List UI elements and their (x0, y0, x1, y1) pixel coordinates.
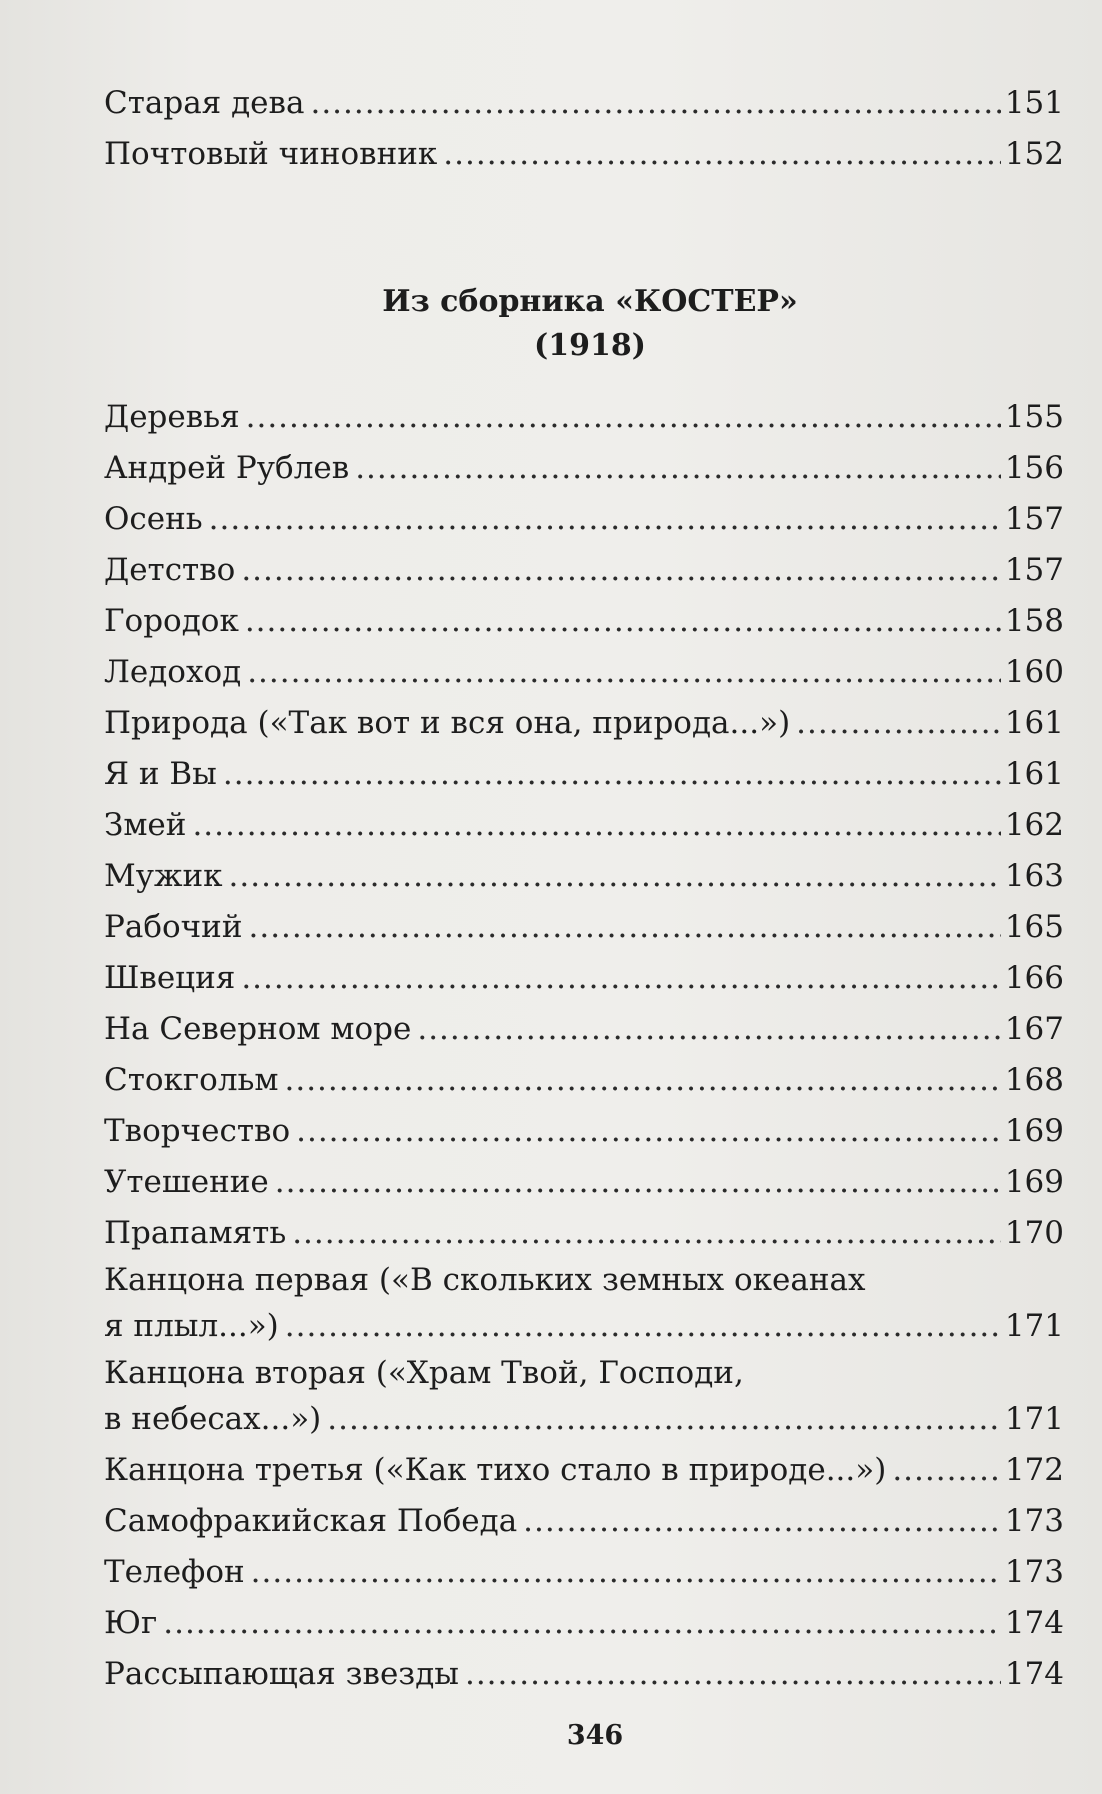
toc-entry-two-line (104, 1352, 1064, 1445)
entry-page-number: 161 (1004, 756, 1064, 792)
dot-leader (229, 851, 1001, 902)
dot-leader (275, 1157, 1001, 1208)
dot-leader (246, 392, 1001, 443)
dot-leader (310, 78, 1000, 129)
dot-leader (892, 1445, 1001, 1496)
entry-page-number: 161 (1004, 705, 1064, 741)
entry-title: Юг (104, 1605, 158, 1641)
dot-leader (292, 1208, 1001, 1259)
dot-leader (443, 129, 1001, 180)
toc-entry (104, 1445, 1064, 1496)
toc-entry (104, 1649, 1064, 1700)
entry-title-line2: я плыл...») (104, 1308, 279, 1344)
entry-page-number: 158 (1004, 603, 1064, 639)
entry-title-line1: Канцона первая («В скольких земных океанах (104, 1262, 866, 1298)
toc-entry (104, 78, 1064, 129)
dot-leader (241, 545, 1001, 596)
entry-page-number: 173 (1004, 1503, 1064, 1539)
entry-page-number: 172 (1004, 1452, 1064, 1488)
toc-entry (104, 596, 1064, 647)
entry-title: Стокгольм (104, 1062, 279, 1098)
dot-leader (523, 1496, 1001, 1547)
entry-page-number: 160 (1004, 654, 1064, 690)
entry-page-number: 169 (1004, 1113, 1064, 1149)
toc-entry (104, 1106, 1064, 1157)
entry-page-number: 174 (1004, 1605, 1064, 1641)
toc-entry (104, 443, 1064, 494)
dot-leader (163, 1598, 1001, 1649)
entry-page-number: 165 (1004, 909, 1064, 945)
entry-title-line1: Канцона вторая («Храм Твой, Господи, (104, 1355, 744, 1391)
entry-title: Старая дева (104, 85, 305, 121)
toc-entry (104, 545, 1064, 596)
entry-page-number: 157 (1004, 552, 1064, 588)
toc-previous-section (104, 78, 1064, 180)
entry-title: Почтовый чиновник (104, 136, 438, 172)
entry-title: Городок (104, 603, 239, 639)
section-heading (0, 280, 1102, 368)
entry-title: Творчество (104, 1113, 291, 1149)
entry-title: Ледоход (104, 654, 242, 690)
dot-leader (285, 1055, 1001, 1106)
entry-page-number: 173 (1004, 1554, 1064, 1590)
entry-page-number: 168 (1004, 1062, 1064, 1098)
entry-title: Швеция (104, 960, 236, 996)
dot-leader (355, 443, 1001, 494)
entry-title-line2: в небесах...») (104, 1401, 322, 1437)
dot-leader (465, 1649, 1001, 1700)
dot-leader (796, 698, 1001, 749)
section-title: Из сборника «КОСТЕР» (382, 284, 798, 319)
entry-page-number: 174 (1004, 1656, 1064, 1692)
entry-page-number: 170 (1004, 1215, 1064, 1251)
entry-page-number: 171 (1004, 1401, 1064, 1437)
entry-title: Утешение (104, 1164, 269, 1200)
entry-title: Рассыпающая звезды (104, 1656, 459, 1692)
entry-page-number: 171 (1004, 1308, 1064, 1344)
toc-entry (104, 647, 1064, 698)
entry-page-number: 151 (1004, 85, 1064, 121)
entry-title: Мужик (104, 858, 223, 894)
entry-title: Деревья (104, 399, 240, 435)
entry-title: Змей (104, 807, 187, 843)
entry-page-number: 155 (1004, 399, 1064, 435)
entry-page-number: 167 (1004, 1011, 1064, 1047)
toc-entry (104, 1208, 1064, 1259)
toc-entry (104, 392, 1064, 443)
entry-page-number: 152 (1004, 136, 1064, 172)
entry-title: Рабочий (104, 909, 243, 945)
entry-title: Андрей Рублев (104, 450, 350, 486)
dot-leader (241, 953, 1001, 1004)
toc-entry (104, 800, 1064, 851)
toc-entry (104, 1157, 1064, 1208)
toc-entry-continuation (104, 1394, 1064, 1445)
toc-entry (104, 1055, 1064, 1106)
toc-entry (104, 129, 1064, 180)
entry-page-number: 157 (1004, 501, 1064, 537)
entry-title: На Северном море (104, 1011, 412, 1047)
entry-page-number: 162 (1004, 807, 1064, 843)
section-year: (1918) (534, 328, 646, 363)
dot-leader (223, 749, 1001, 800)
toc-entry (104, 698, 1064, 749)
entry-title: Телефон (104, 1554, 245, 1590)
page-number-folio: 346 (566, 1720, 624, 1751)
entry-page-number: 166 (1004, 960, 1064, 996)
dot-leader (245, 596, 1001, 647)
dot-leader (249, 902, 1001, 953)
entry-page-number: 169 (1004, 1164, 1064, 1200)
toc-entry (104, 494, 1064, 545)
toc-section-koster (104, 392, 1064, 1700)
toc-entry (104, 902, 1064, 953)
dot-leader (251, 1547, 1001, 1598)
dot-leader (327, 1394, 1001, 1445)
toc-entry (104, 1547, 1064, 1598)
entry-title: Канцона третья («Как тихо стало в природе...») (104, 1452, 887, 1488)
toc-entry (104, 749, 1064, 800)
toc-entry-two-line (104, 1259, 1064, 1352)
toc-entry (104, 851, 1064, 902)
entry-title: Я и Вы (104, 756, 217, 792)
entry-page-number: 163 (1004, 858, 1064, 894)
entry-title: Самофракийская Победа (104, 1503, 518, 1539)
dot-leader (247, 647, 1001, 698)
dot-leader (285, 1301, 1001, 1352)
toc-entry (104, 1598, 1064, 1649)
entry-title: Осень (104, 501, 203, 537)
toc-entry-continuation (104, 1301, 1064, 1352)
entry-title: Детство (104, 552, 236, 588)
toc-entry (104, 953, 1064, 1004)
dot-leader (192, 800, 1000, 851)
toc-entry (104, 1004, 1064, 1055)
toc-entry (104, 1496, 1064, 1547)
entry-title: Природа («Так вот и вся она, природа...») (104, 705, 791, 741)
entry-title: Прапамять (104, 1215, 287, 1251)
dot-leader (209, 494, 1001, 545)
entry-page-number: 156 (1004, 450, 1064, 486)
dot-leader (417, 1004, 1000, 1055)
dot-leader (296, 1106, 1001, 1157)
